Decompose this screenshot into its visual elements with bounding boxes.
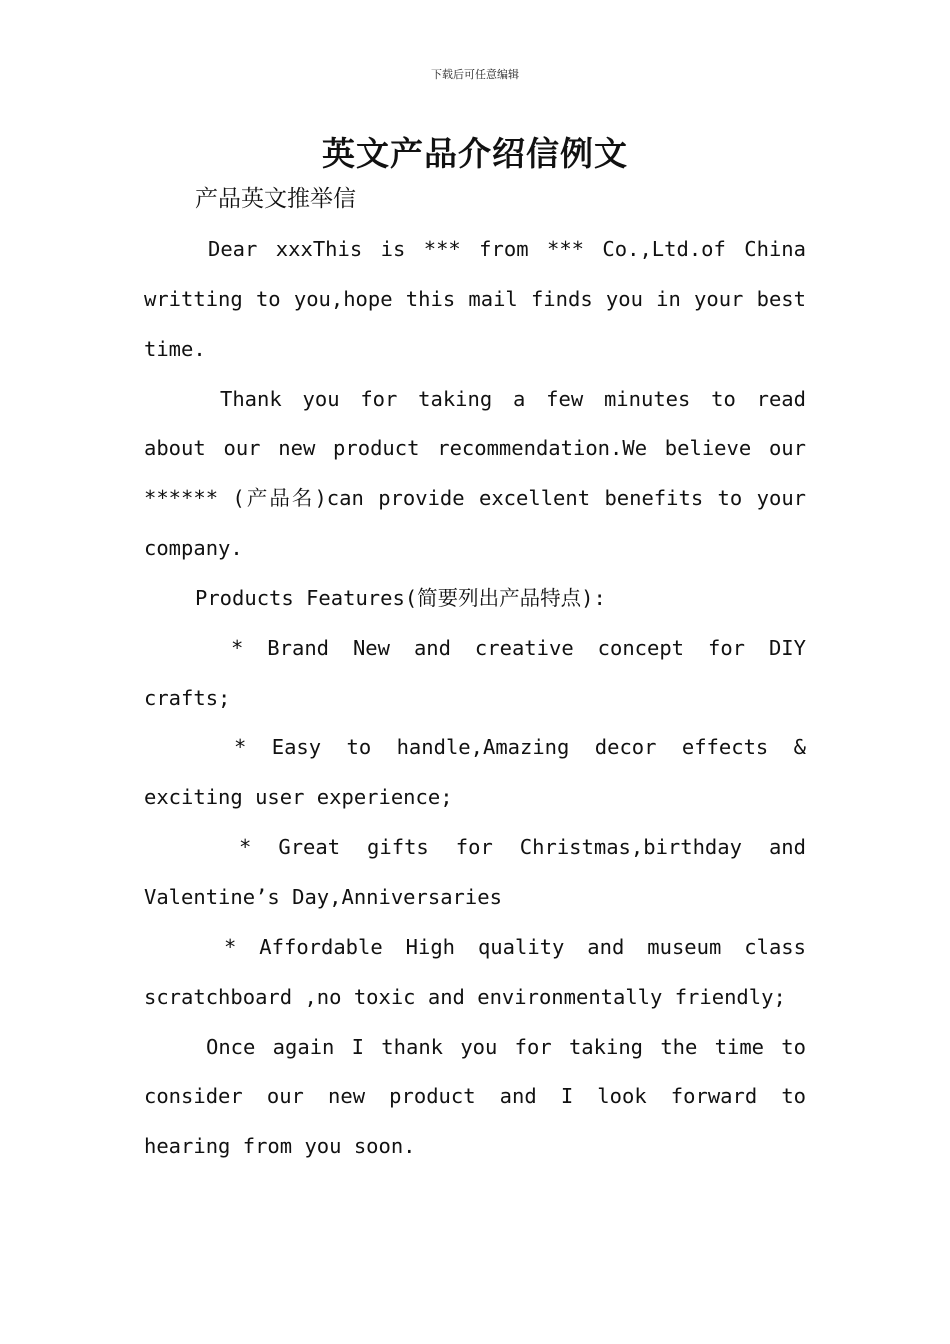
feature-item: * Great gifts for Christmas,birthday and Valentine’s Day,Anniversaries (144, 835, 806, 909)
features-heading: Products Features(简要列出产品特点): (195, 585, 606, 610)
document-title: 英文产品介绍信例文 (322, 134, 628, 173)
paragraph-closing: Once again I thank you for taking the time to consider our new product and I look forward to hearing from you soon. (144, 1034, 806, 1159)
paragraph-thanks: Thank you for taking a few minutes to read about our new product recommendation.We believe our ****** (产品名)can provide excellent benefits to your company. (144, 386, 806, 561)
feature-item: * Easy to handle,Amazing decor effects & exciting user experience; (144, 735, 806, 810)
paragraph-greeting: Dear xxxThis is *** from *** Co.,Ltd.of China writting to you,hope this mail finds you in your best time. (144, 237, 806, 361)
feature-item: * Brand New and creative concept for DIY crafts; (144, 635, 806, 710)
letter-body (144, 225, 806, 1172)
feature-item: * Affordable High quality and museum class scratchboard ,no toxic and environmentally friendly; (144, 934, 806, 1009)
document-subtitle: 产品英文推举信 (195, 186, 356, 212)
header-note: 下载后可任意编辑 (431, 68, 519, 81)
